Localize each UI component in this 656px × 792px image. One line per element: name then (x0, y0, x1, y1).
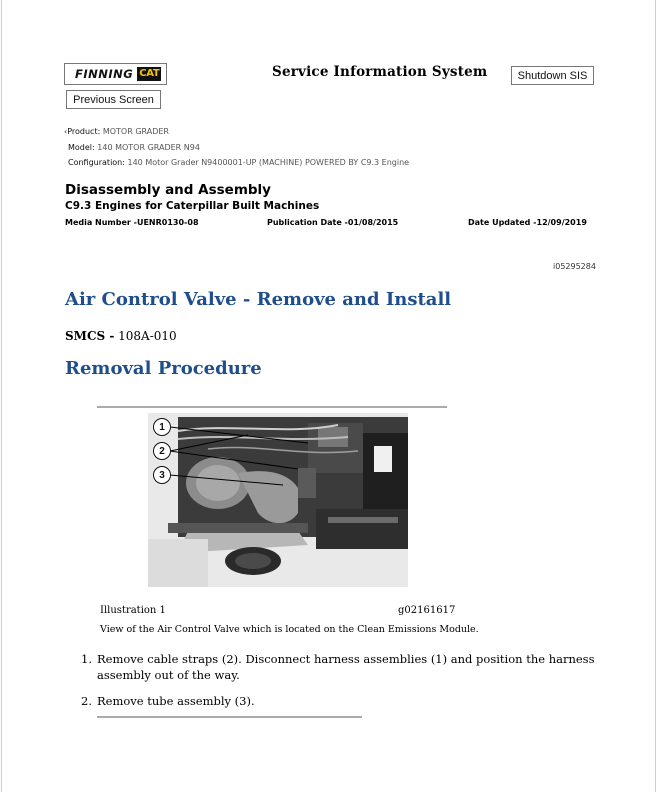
removal-procedure-title: Removal Procedure (65, 358, 262, 379)
engine-photo (148, 413, 408, 587)
step-text: Remove cable straps (2). Disconnect harness assemblies (1) and position the harness assembly out of the way. (97, 652, 595, 682)
date-updated: Date Updated -12/09/2019 (468, 218, 587, 227)
configuration-line (68, 158, 409, 167)
product-value: MOTOR GRADER (102, 127, 169, 136)
step-item (81, 693, 601, 709)
product-line (64, 127, 169, 136)
step-item (81, 651, 601, 683)
previous-screen-button[interactable]: Previous Screen (66, 90, 161, 109)
media-number: Media Number -UENR0130-08 (65, 218, 199, 227)
finning-cat-logo (64, 63, 167, 85)
callout-2: 2 (153, 442, 171, 460)
step-number: 2. (81, 694, 92, 708)
configuration-value: 140 Motor Grader N9400001-UP (MACHINE) POWERED BY C9.3 Engine (127, 158, 410, 167)
divider-top (97, 406, 447, 408)
document-subheading: C9.3 Engines for Caterpillar Built Machines (65, 200, 320, 212)
cat-logo-mark: CAT (139, 68, 160, 79)
system-title: Service Information System (272, 64, 488, 80)
step-number: 1. (81, 652, 92, 666)
document-heading: Disassembly and Assembly (65, 182, 271, 198)
back-chevron-icon: ‹ (64, 127, 68, 136)
model-value: 140 MOTOR GRADER N94 (97, 143, 200, 152)
page-border-left (1, 0, 2, 792)
model-label: Model: (68, 143, 95, 152)
divider-bottom (97, 716, 362, 718)
product-label: Product: (67, 127, 101, 136)
smcs-label: SMCS - (65, 329, 115, 343)
step-text: Remove tube assembly (3). (97, 694, 255, 708)
page-title: Air Control Valve - Remove and Install (65, 289, 452, 310)
logo-wordmark: FINNING (75, 67, 134, 81)
reference-id: i05295284 (553, 262, 596, 271)
smcs-code (65, 329, 177, 343)
configuration-label: Configuration: (68, 158, 125, 167)
callout-3: 3 (153, 466, 171, 484)
illustration-label: Illustration 1 (100, 605, 166, 616)
illustration-id: g02161617 (398, 605, 456, 616)
callout-1: 1 (153, 418, 171, 436)
shutdown-sis-button[interactable]: Shutdown SIS (511, 66, 594, 85)
model-line (68, 143, 200, 152)
publication-date: Publication Date -01/08/2015 (267, 218, 399, 227)
smcs-value: 108A-010 (114, 329, 177, 343)
illustration-description: View of the Air Control Valve which is located on the Clean Emissions Module. (100, 624, 479, 635)
